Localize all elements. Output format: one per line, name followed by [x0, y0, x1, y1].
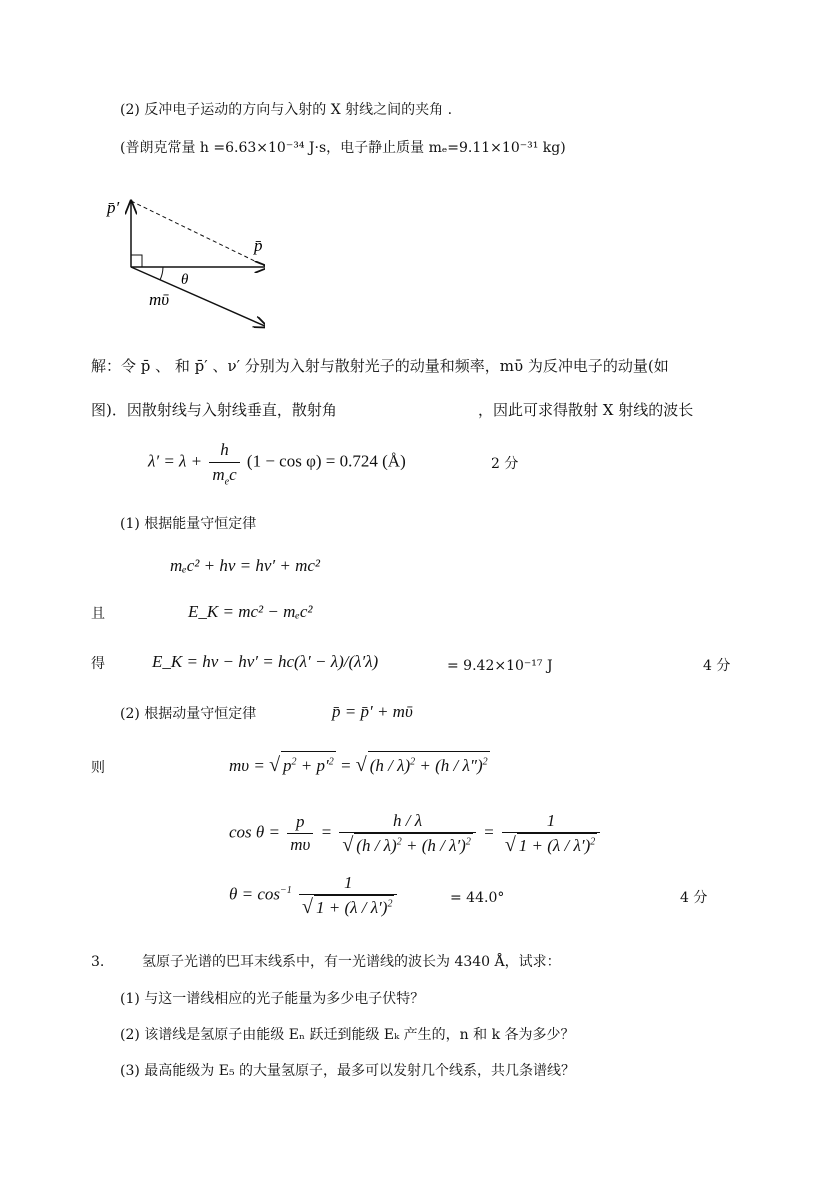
q3-sub1: (1) 与这一谱线相应的光子能量为多少电子伏特？	[120, 991, 425, 1007]
right-angle-mark	[131, 255, 142, 267]
theta-arc	[160, 267, 163, 280]
q3-number: 3.	[91, 954, 105, 970]
equation-cos-theta: cos θ = $\frac{p}{m\upsilon}$ = $\frac{h / \lambda}{√ (h / \lambda)^2 + (h / \lambda')^2}$ = $\frac{1}{√ 1 + (\lambda / \lambda')^2}$	[229, 810, 603, 857]
dashed-line-top	[131, 201, 265, 267]
equation-theta: $\theta = \cos^{-1}$ $\frac{1}{√ 1 + (\lambda / \lambda')^2}$	[229, 872, 400, 919]
eq8-score: 4 分	[680, 890, 708, 906]
eq1-score: 2 分	[491, 456, 519, 472]
equation-energy-conservation: mₑc² + hν = hν′ + mc²	[170, 556, 321, 575]
equation-mv-magnitude: mυ = √ $p^2 + p'^2$ = √ (h / λ)$^2$ + (h / λ″)$^2$	[229, 751, 490, 779]
get-label: 得	[91, 656, 105, 672]
and-label: 且	[91, 606, 105, 622]
label-p-prime: p̄′	[107, 198, 120, 217]
equation-kinetic-energy-result: E_K = hν − hν′ = hc(λ′ − λ)/(λ′λ)	[152, 652, 379, 671]
part1-label: (1) 根据能量守恒定律	[120, 516, 257, 532]
q2-constants-text: (普朗克常量 h =6.63×10⁻³⁴ J·s，电子静止质量 mₑ=9.11×10⁻³¹ kg)	[120, 140, 566, 156]
eq8-value: = 44.0°	[450, 890, 505, 906]
q3-stem: 氢原子光谱的巴耳末线系中，有一光谱线的波长为 4340 Å，试求：	[142, 954, 561, 970]
part2-label: (2) 根据动量守恒定律	[120, 706, 257, 722]
q2-part2-text: (2) 反冲电子运动的方向与入射的 X 射线之间的夹角 .	[120, 102, 453, 118]
eq4-score: 4 分	[703, 658, 731, 674]
q3-sub3: (3) 最高能级为 E₅ 的大量氢原子，最多可以发射几个线系，共几条谱线？	[120, 1063, 576, 1079]
eq4-value: = 9.42×10⁻¹⁷ J	[447, 658, 553, 674]
equation-wavelength: λ′ = λ + $\frac{h}{m_ec}$ (1 − cos φ) = 0.724 (Å)	[148, 440, 406, 488]
label-theta: θ	[181, 272, 189, 288]
then-label: 则	[91, 760, 105, 776]
vector-diagram	[105, 195, 265, 335]
q3-sub2: (2) 该谱线是氢原子由能级 Eₙ 跃迁到能级 Eₖ 产生的，n 和 k 各为多少？	[120, 1027, 575, 1043]
solution-intro-line2b: ，因此可求得散射 X 射线的波长	[478, 401, 694, 419]
label-p: p̄	[254, 236, 263, 255]
equation-momentum-conservation: p̄ = p̄′ + mῡ	[332, 702, 413, 721]
solution-intro-line2a: 图)．因散射线与入射线垂直，散射角	[91, 401, 337, 419]
label-mv: mῡ	[149, 290, 170, 309]
equation-kinetic-energy: E_K = mc² − mₑc²	[188, 602, 313, 621]
solution-intro-line1: 解：令 p̄ 、 和 p̄′ 、ν′ 分别为入射与散射光子的动量和频率，mῡ 为反冲电子的动量(如	[91, 357, 669, 375]
